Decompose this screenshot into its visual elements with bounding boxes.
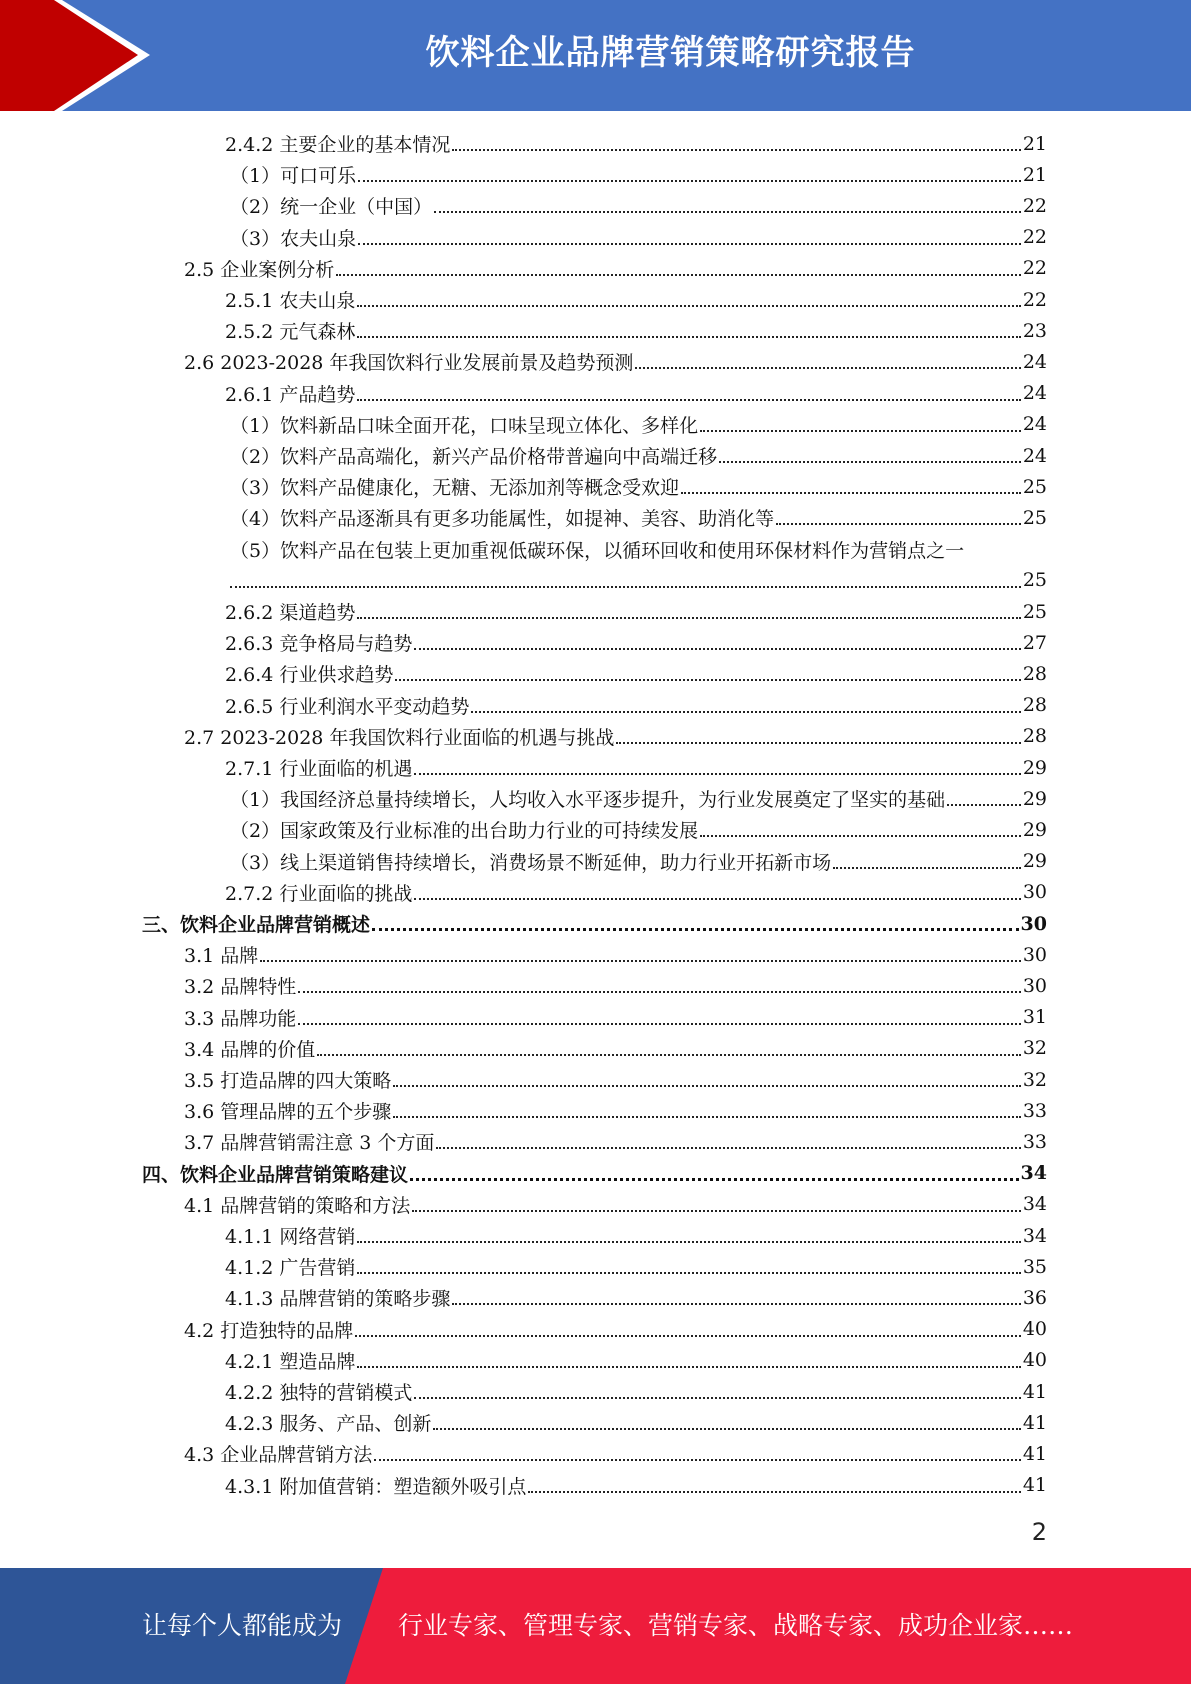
report-title: 饮料企业品牌营销策略研究报告 <box>425 33 916 73</box>
toc-entry[interactable] <box>184 1438 1047 1469</box>
toc-leader-dots <box>357 335 1020 338</box>
toc-leader-dots <box>412 1209 1021 1212</box>
toc-entry-page: 24 <box>1022 382 1047 405</box>
toc-leader-dots <box>414 897 1020 900</box>
toc-entry-page: 41 <box>1022 1380 1047 1403</box>
toc-entry-page: 30 <box>1022 943 1047 966</box>
toc-entry-label: 4.2.2 独特的营销模式 <box>225 1382 413 1404</box>
toc-leader-dots <box>700 429 1021 432</box>
toc-entry[interactable] <box>230 814 1047 845</box>
toc-entry-label: 4.1.2 广告营销 <box>225 1257 356 1280</box>
toc-entry[interactable] <box>230 565 1047 596</box>
toc-entry-label: （3）农夫山泉 <box>230 227 357 250</box>
toc-leader-dots <box>700 834 1021 837</box>
toc-entry[interactable] <box>225 1220 1047 1251</box>
toc-leader-dots <box>230 585 1021 588</box>
toc-entry-label: 2.6.4 行业供求趋势 <box>225 664 394 687</box>
toc-entry-page: 34 <box>1020 1162 1047 1185</box>
toc-entry-page: 30 <box>1022 881 1047 904</box>
toc-leader-dots <box>433 1427 1020 1430</box>
toc-leader-dots <box>358 179 1021 182</box>
toc-leader-dots <box>681 491 1021 494</box>
toc-entry-label: 2.6.5 行业利润水平变动趋势 <box>225 695 470 718</box>
toc-entry-label: 4.3.1 附加值营销：塑造额外吸引点 <box>225 1475 527 1498</box>
toc-entry-page: 34 <box>1022 1193 1047 1216</box>
toc-entry-page: 24 <box>1022 444 1047 467</box>
toc-entry-label: 2.6 2023-2028 年我国饮料行业发展前景及趋势预测 <box>184 352 634 375</box>
toc-leader-dots <box>776 522 1021 525</box>
toc-leader-dots <box>357 304 1020 307</box>
toc-entry-label: 2.7.2 行业面临的挑战 <box>225 882 413 905</box>
toc-entry-label: 3.6 管理品牌的五个步骤 <box>184 1101 392 1124</box>
toc-entry-page: 33 <box>1022 1130 1047 1153</box>
toc-entry-label: 4.1 品牌营销的策略和方法 <box>184 1194 411 1217</box>
toc-entry-page: 21 <box>1022 132 1047 155</box>
toc-entry[interactable] <box>184 721 1047 752</box>
toc-entry-page: 35 <box>1022 1255 1047 1278</box>
toc-entry[interactable] <box>225 596 1047 627</box>
toc-entry-page: 29 <box>1022 756 1047 779</box>
toc-entry-page: 31 <box>1022 1006 1047 1029</box>
toc-entry-page: 25 <box>1022 600 1047 623</box>
toc-entry[interactable] <box>230 159 1047 190</box>
toc-entry[interactable] <box>184 1189 1047 1220</box>
toc-entry-page: 25 <box>1022 569 1047 592</box>
toc-entry-label: 4.3 企业品牌营销方法 <box>184 1444 373 1467</box>
toc-leader-dots <box>414 1396 1020 1399</box>
toc-entry[interactable] <box>230 409 1047 440</box>
toc-leader-dots <box>434 210 1021 213</box>
toc-entry-label: 4.2.3 服务、产品、创新 <box>225 1413 432 1436</box>
toc-leader-dots <box>357 616 1020 619</box>
toc-leader-dots <box>355 1334 1021 1337</box>
toc-entry[interactable] <box>225 128 1047 159</box>
toc-leader-dots <box>436 1146 1020 1149</box>
toc-entry-label: 4.2 打造独特的品牌 <box>184 1319 354 1342</box>
toc-leader-dots <box>452 148 1020 151</box>
footer-slogan-right: 行业专家、管理专家、营销专家、战略专家、成功企业家…… <box>398 1611 1074 1640</box>
toc-entry-label: 三、饮料企业品牌营销概述 <box>142 914 371 936</box>
toc-entry-label: 3.3 品牌功能 <box>184 1007 297 1030</box>
toc-entry[interactable] <box>225 877 1047 908</box>
toc-entry[interactable] <box>184 1095 1047 1126</box>
toc-entry-label: 2.5 企业案例分析 <box>184 258 335 281</box>
toc-entry-label: （4）饮料产品逐渐具有更多功能属性，如提神、美容、助消化等 <box>230 508 775 531</box>
toc-entry-label: 2.6.2 渠道趋势 <box>225 602 356 624</box>
toc-entry[interactable] <box>142 908 1047 939</box>
toc-leader-dots <box>635 366 1020 369</box>
page-number: 2 <box>1031 1518 1047 1546</box>
toc-leader-dots <box>374 1458 1021 1461</box>
toc-entry-label: 2.7 2023-2028 年我国饮料行业面临的机遇与挑战 <box>184 726 615 749</box>
toc-leader-dots <box>833 866 1021 869</box>
toc-leader-dots <box>357 1271 1020 1274</box>
toc-entry[interactable] <box>184 1002 1047 1033</box>
toc-entry-label: （5）饮料产品在包装上更加重视低碳环保，以循环回收和使用环保材料作为营销点之一 <box>230 539 965 562</box>
toc-entry-label: 3.4 品牌的价值 <box>184 1038 316 1061</box>
toc-leader-dots <box>358 242 1021 245</box>
toc-entry[interactable] <box>225 1345 1047 1376</box>
toc-entry[interactable] <box>184 1033 1047 1064</box>
toc-entry[interactable] <box>225 1470 1047 1501</box>
toc-entry-label: 4.1.1 网络营销 <box>225 1226 356 1248</box>
toc-entry-label: （2）统一企业（中国） <box>230 196 433 219</box>
toc-entry[interactable] <box>225 315 1047 346</box>
toc-entry[interactable] <box>230 440 1047 471</box>
toc-leader-dots <box>395 678 1020 681</box>
toc-entry-label: （2）国家政策及行业标准的出台助力行业的可持续发展 <box>230 820 699 843</box>
toc-entry[interactable] <box>142 1158 1047 1189</box>
toc-entry[interactable] <box>225 627 1047 658</box>
toc-entry-page: 23 <box>1022 319 1047 342</box>
toc-entry-page: 40 <box>1022 1349 1047 1372</box>
toc-leader-dots <box>317 1053 1021 1056</box>
toc-leader-dots <box>471 710 1020 713</box>
toc-entry-label: （2）饮料产品高端化，新兴产品价格带普遍向中高端迁移 <box>230 446 718 468</box>
toc-entry[interactable] <box>225 284 1047 315</box>
toc-leader-dots <box>298 990 1021 993</box>
toc-entry-label: （3）线上渠道销售持续增长，消费场景不断延伸，助力行业开拓新市场 <box>230 851 832 874</box>
toc-leader-dots <box>298 1022 1021 1025</box>
toc-leader-dots <box>616 741 1020 744</box>
toc-entry[interactable] <box>184 970 1047 1001</box>
toc-entry-page: 36 <box>1022 1286 1047 1309</box>
toc-entry-page: 41 <box>1022 1474 1047 1497</box>
toc-entry-page: 30 <box>1020 912 1047 935</box>
toc-entry-page: 40 <box>1022 1318 1047 1341</box>
toc-entry-label: 2.6.1 产品趋势 <box>225 383 356 406</box>
toc-leader-dots <box>357 398 1020 401</box>
toc-entry-page: 33 <box>1022 1099 1047 1122</box>
toc-entry[interactable] <box>225 378 1047 409</box>
toc-entry-label: 4.1.3 品牌营销的策略步骤 <box>225 1288 451 1311</box>
toc-leader-dots <box>357 1365 1020 1368</box>
toc-entry[interactable] <box>225 1282 1047 1313</box>
toc-entry-page: 22 <box>1022 194 1047 217</box>
toc-leader-dots <box>947 803 1021 806</box>
toc-entry-page: 32 <box>1022 1037 1047 1060</box>
toc-entry-page: 28 <box>1022 662 1047 685</box>
footer-slogan-left: 让每个人都能成为 <box>142 1611 343 1640</box>
toc-entry[interactable] <box>225 752 1047 783</box>
toc-entry-label: （3）饮料产品健康化，无糖、无添加剂等概念受欢迎 <box>230 477 680 500</box>
page-header <box>0 0 1191 111</box>
toc-leader-dots <box>452 1302 1020 1305</box>
toc-entry-page: 34 <box>1022 1224 1047 1247</box>
toc-leader-dots <box>414 772 1020 775</box>
toc-leader-dots <box>414 647 1020 650</box>
toc-entry-page: 25 <box>1022 506 1047 529</box>
toc-entry-label: （1）饮料新品口味全面开花，口味呈现立体化、多样化 <box>230 414 699 437</box>
toc-leader-dots <box>719 460 1021 463</box>
toc-entry[interactable] <box>225 690 1047 721</box>
toc-leader-dots <box>393 1115 1021 1118</box>
toc-entry-label: 2.4.2 主要企业的基本情况 <box>225 134 451 156</box>
toc-entry-label: 四、饮料企业品牌营销策略建议 <box>142 1163 409 1186</box>
toc-entry-page: 41 <box>1022 1442 1047 1465</box>
toc-entry-label: 2.5.2 元气森林 <box>225 321 356 344</box>
toc-entry-page: 24 <box>1022 413 1047 436</box>
toc-entry[interactable] <box>225 1376 1047 1407</box>
toc-entry[interactable] <box>184 1126 1047 1157</box>
toc-entry-page: 32 <box>1022 1068 1047 1091</box>
toc-entry-page: 28 <box>1022 725 1047 748</box>
page-footer <box>0 1568 1191 1684</box>
toc-entry[interactable] <box>230 502 1047 533</box>
toc-entry[interactable] <box>184 939 1047 970</box>
toc-entry-page: 29 <box>1022 818 1047 841</box>
toc-entry-page: 29 <box>1022 850 1047 873</box>
toc-leader-dots <box>357 1240 1020 1243</box>
toc-entry-label: （1）可口可乐 <box>230 165 357 188</box>
toc-entry[interactable] <box>230 783 1047 814</box>
toc-leader-dots <box>410 1177 1019 1181</box>
toc-entry[interactable] <box>230 222 1047 253</box>
toc-entry-label: 2.6.3 竞争格局与趋势 <box>225 633 413 656</box>
toc-leader-dots <box>528 1490 1020 1493</box>
toc-entry[interactable] <box>230 846 1047 877</box>
toc-entry[interactable] <box>184 253 1047 284</box>
toc-entry-label: 2.7.1 行业面临的机遇 <box>225 758 413 780</box>
toc-entry-page: 41 <box>1022 1411 1047 1434</box>
toc-entry[interactable] <box>184 1314 1047 1345</box>
toc-entry-page: 22 <box>1022 257 1047 280</box>
toc-entry-page: 21 <box>1022 163 1047 186</box>
toc-entry-page: 27 <box>1022 631 1047 654</box>
toc-leader-dots <box>393 1084 1021 1087</box>
toc-entry-page: 28 <box>1022 694 1047 717</box>
toc-entry[interactable] <box>184 346 1047 377</box>
toc-entry-label: 3.1 品牌 <box>184 945 259 968</box>
toc-entry[interactable] <box>225 1407 1047 1438</box>
toc-entry[interactable] <box>230 471 1047 502</box>
toc-entry-page: 25 <box>1022 475 1047 498</box>
toc-entry-page: 24 <box>1022 350 1047 373</box>
toc-entry[interactable] <box>230 534 1047 565</box>
toc-entry-label: 3.5 打造品牌的四大策略 <box>184 1070 392 1092</box>
toc-entry[interactable] <box>230 190 1047 221</box>
toc-leader-dots <box>336 273 1021 276</box>
toc-leader-dots <box>372 927 1019 931</box>
toc-entry[interactable] <box>184 1064 1047 1095</box>
toc-entry[interactable] <box>225 658 1047 689</box>
toc-leader-dots <box>260 959 1021 962</box>
toc-entry-label: 4.2.1 塑造品牌 <box>225 1350 356 1373</box>
toc-entry[interactable] <box>225 1251 1047 1282</box>
toc-entry-label: 2.5.1 农夫山泉 <box>225 290 356 312</box>
toc-entry-label: 3.2 品牌特性 <box>184 976 297 999</box>
toc-entry-page: 22 <box>1022 288 1047 311</box>
toc-entry-page: 22 <box>1022 226 1047 249</box>
toc-entry-page: 29 <box>1022 787 1047 810</box>
toc-entry-label: （1）我国经济总量持续增长，人均收入水平逐步提升，为行业发展奠定了坚实的基础 <box>230 789 946 812</box>
toc-entry-page: 30 <box>1022 974 1047 997</box>
toc-entry-label: 3.7 品牌营销需注意 3 个方面 <box>184 1132 435 1155</box>
